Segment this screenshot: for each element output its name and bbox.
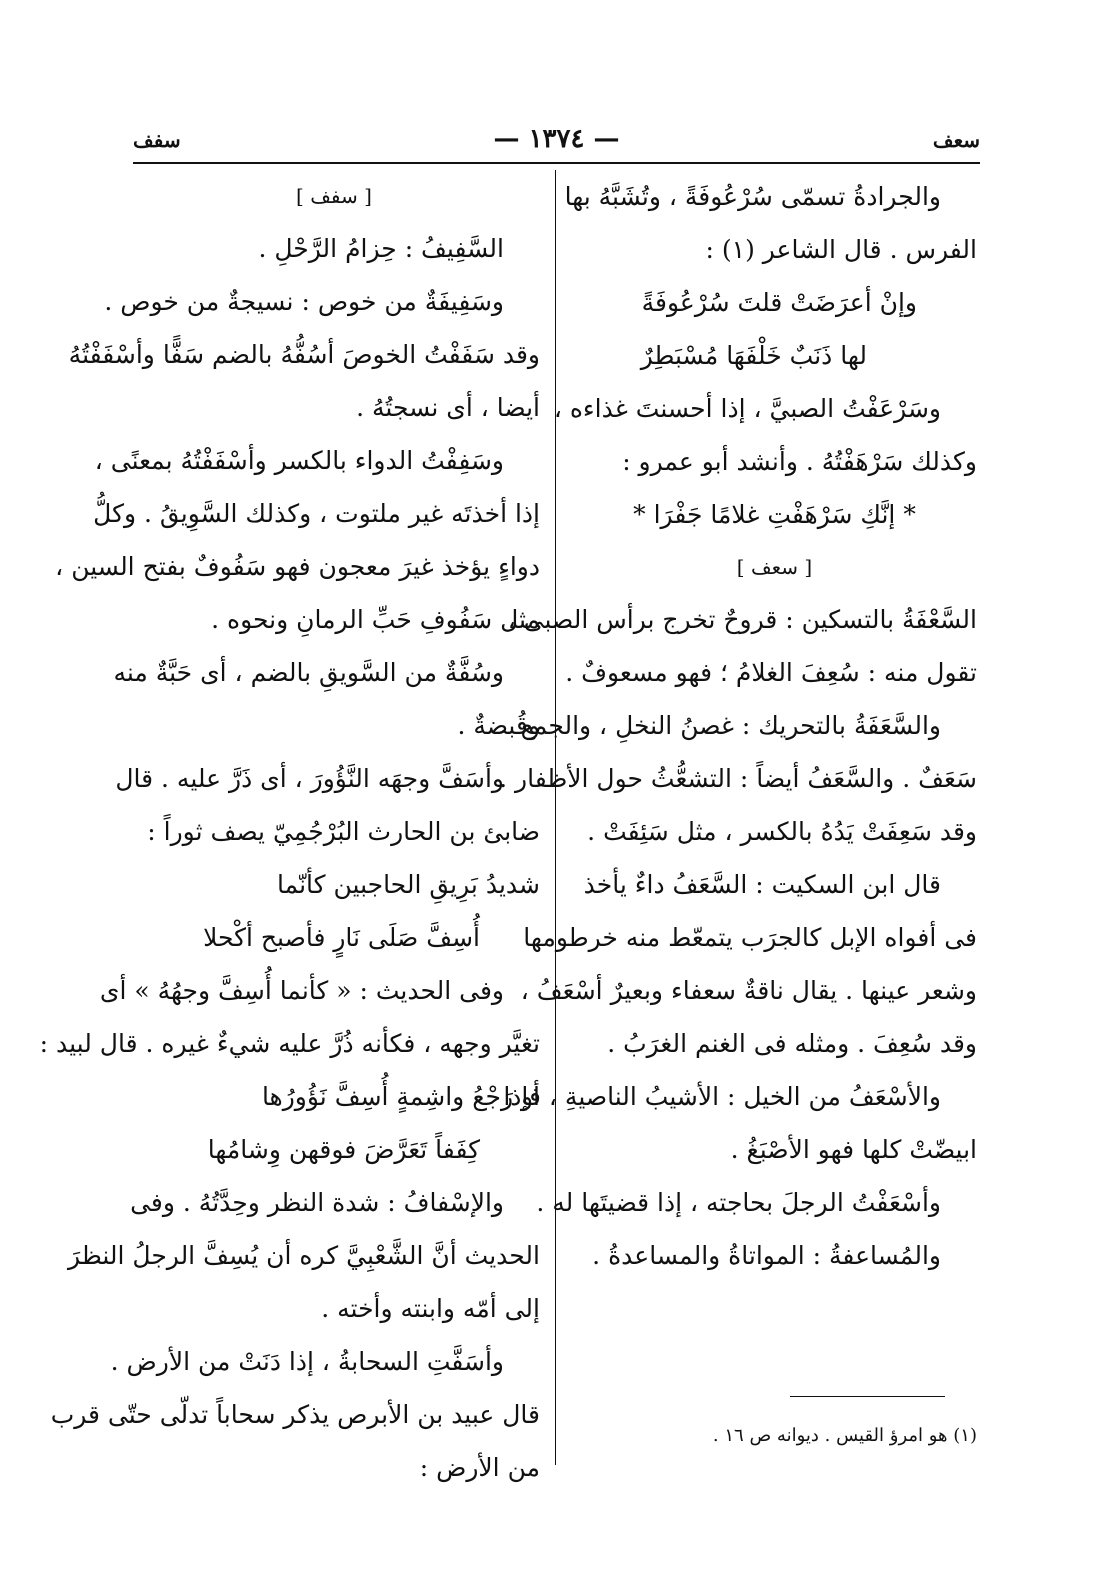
text-line: دواءٍ يؤخذ غيرَ معجون فهو سَفُوفٌ بفتح السين ، (55, 552, 540, 581)
text-line: مثل سَفُوفِ حَبِّ الرمانِ ونحوه . (211, 605, 540, 634)
page-header (133, 120, 980, 160)
footnote-rule (790, 1396, 945, 1397)
header-root-right: سعف (932, 128, 980, 152)
text-line: لها ذَنَبٌ خَلْفَهَا مُسْبَطِرٌ (640, 341, 867, 370)
text-line: وقد سَعِفَتْ يَدُهُ بالكسر ، مثل سَئِفَتْ . (587, 817, 977, 846)
text-line: سَعَفٌ . والسَّعَفُ أيضاً : التشعُّثُ حول الأظفار . (499, 764, 977, 793)
text-line: شديدُ بَرِيقِ الحاجبين كأنّما (277, 870, 540, 899)
entry-heading: [ سفف ] (296, 184, 372, 208)
text-line: السَّفِيفُ : حِزامُ الرَّحْلِ . (258, 234, 504, 263)
text-line: وسَفِيفَةٌ من خوص : نسيجةٌ من خوص . (104, 287, 504, 316)
text-line: والمُساعفةُ : المواتاةُ والمساعدةُ . (592, 1241, 941, 1270)
entry-heading: [ سعف ] (736, 555, 813, 579)
text-line: من الأرض : (419, 1453, 540, 1482)
text-line: ابيضّتْ كلها فهو الأصْبَغُ . (730, 1135, 977, 1164)
text-line: ضابئ بن الحارث البُرْجُمِيّ يصف ثوراً : (147, 817, 540, 846)
left-column (39, 170, 540, 1494)
text-line: وإنْ أعرَضَتْ قلتَ سُرْعُوفَةً (641, 288, 917, 317)
text-line: إلى أمّه وابنته وأخته . (321, 1294, 540, 1323)
right-column (499, 170, 977, 1282)
text-line: وقد سُعِفَ . ومثله فى الغنم الغرَبُ . (607, 1029, 977, 1058)
text-line: وشعر عينها . يقال ناقةٌ سعفاء وبعيرٌ أسْعَفُ ، (520, 976, 977, 1005)
text-line: وسَرْعَفْتُ الصبيَّ ، إذا أحسنتَ غذاءه ، (553, 394, 941, 423)
text-line: إذا أخذتَه غير ملتوت ، وكذلك السَّوِيقُ . وكلُّ (93, 499, 540, 528)
text-line: أيضا ، أى نسجتُهُ . (356, 393, 540, 422)
text-line: تغيَّر وجهه ، فكأنه ذُرَّ عليه شيءٌ غيره . قال لبيد : (39, 1029, 540, 1058)
text-line: السَّعْفَةُ بالتسكين : قروحٌ تخرج برأس الصبى ، (507, 605, 977, 634)
footnote: (١) هو امرؤ القيس . ديوانه ص ١٦ . (712, 1425, 977, 1446)
header-root-left: سفف (133, 128, 181, 152)
text-line: أو رَجْعُ واشِمةٍ أُسِفَّ نَؤُورُها (261, 1082, 540, 1111)
text-line: الفرس . قال الشاعر (١) : (705, 235, 977, 264)
text-line: قال عبيد بن الأبرص يذكر سحاباً تدلّى حتّى قرب (50, 1400, 540, 1429)
text-line: الحديث أنَّ الشَّعْبِيَّ كره أن يُسِفَّ الرجلُ النظرَ (68, 1241, 540, 1270)
text-line: وسُفَّةٌ من السَّويقِ بالضم ، أى حَبَّةٌ منه (113, 658, 504, 687)
text-line: وقُبضةٌ . (457, 711, 540, 740)
text-line: وفى الحديث : « كأنما أُسِفَّ وجهُهُ » أى (99, 976, 504, 1005)
text-line: وكذلك سَرْهَفْتُهُ . وأنشد أبو عمرو : (622, 447, 977, 476)
text-line: * إنَّكِ سَرْهَفْتِ غلامًا جَفْرَا * (633, 500, 916, 529)
page-number: — ١٣٧٤ — (493, 124, 620, 154)
text-line: وأسَفَّتِ السحابةُ ، إذا دَنَتْ من الأرض . (110, 1347, 504, 1376)
header-rule (133, 162, 980, 164)
text-line: والأسْعَفُ من الخيل : الأشيبُ الناصيةِ ، فإذا (503, 1082, 941, 1111)
text-line: والسَّعَفَةُ بالتحريك : غصنُ النخلِ ، والجمع (520, 711, 941, 740)
text-line: والجرادةُ تسمّى سُرْعُوفَةً ، وتُشَبَّهُ بها (564, 182, 941, 211)
text-line: وأسَفَّ وجهَه النَّؤُورَ ، أى ذَرَّ عليه . قال (115, 764, 504, 793)
text-line: فى أفواه الإبل كالجرَب يتمعّط منه خرطومها (523, 923, 977, 952)
column-divider (555, 170, 556, 1465)
text-line: وأسْعَفْتُ الرجلَ بحاجته ، إذا قضيتَها له . (536, 1188, 941, 1217)
text-line: تقول منه : سُعِفَ الغلامُ ؛ فهو مسعوفٌ . (565, 658, 977, 687)
text-line: والإسْفافُ : شدة النظر وحِدَّتُهُ . وفى (130, 1188, 504, 1217)
text-line: قال ابن السكيت : السَّعَفُ داءٌ يأخذ (583, 870, 941, 899)
text-line: كِفَفاً تَعَرَّضَ فوقهن وِشامُها (207, 1135, 480, 1164)
text-line: أُسِفَّ صَلَى نَارٍ فأصبح أكْحلا (203, 923, 480, 952)
text-line: وقد سَفَفْتُ الخوصَ أسُفُّهُ بالضم سَفًّا وأسْفَفْتُهُ (68, 340, 540, 369)
text-line: وسَفِفْتُ الدواء بالكسر وأسْفَفْتُهُ بمعنًى ، (94, 446, 504, 475)
